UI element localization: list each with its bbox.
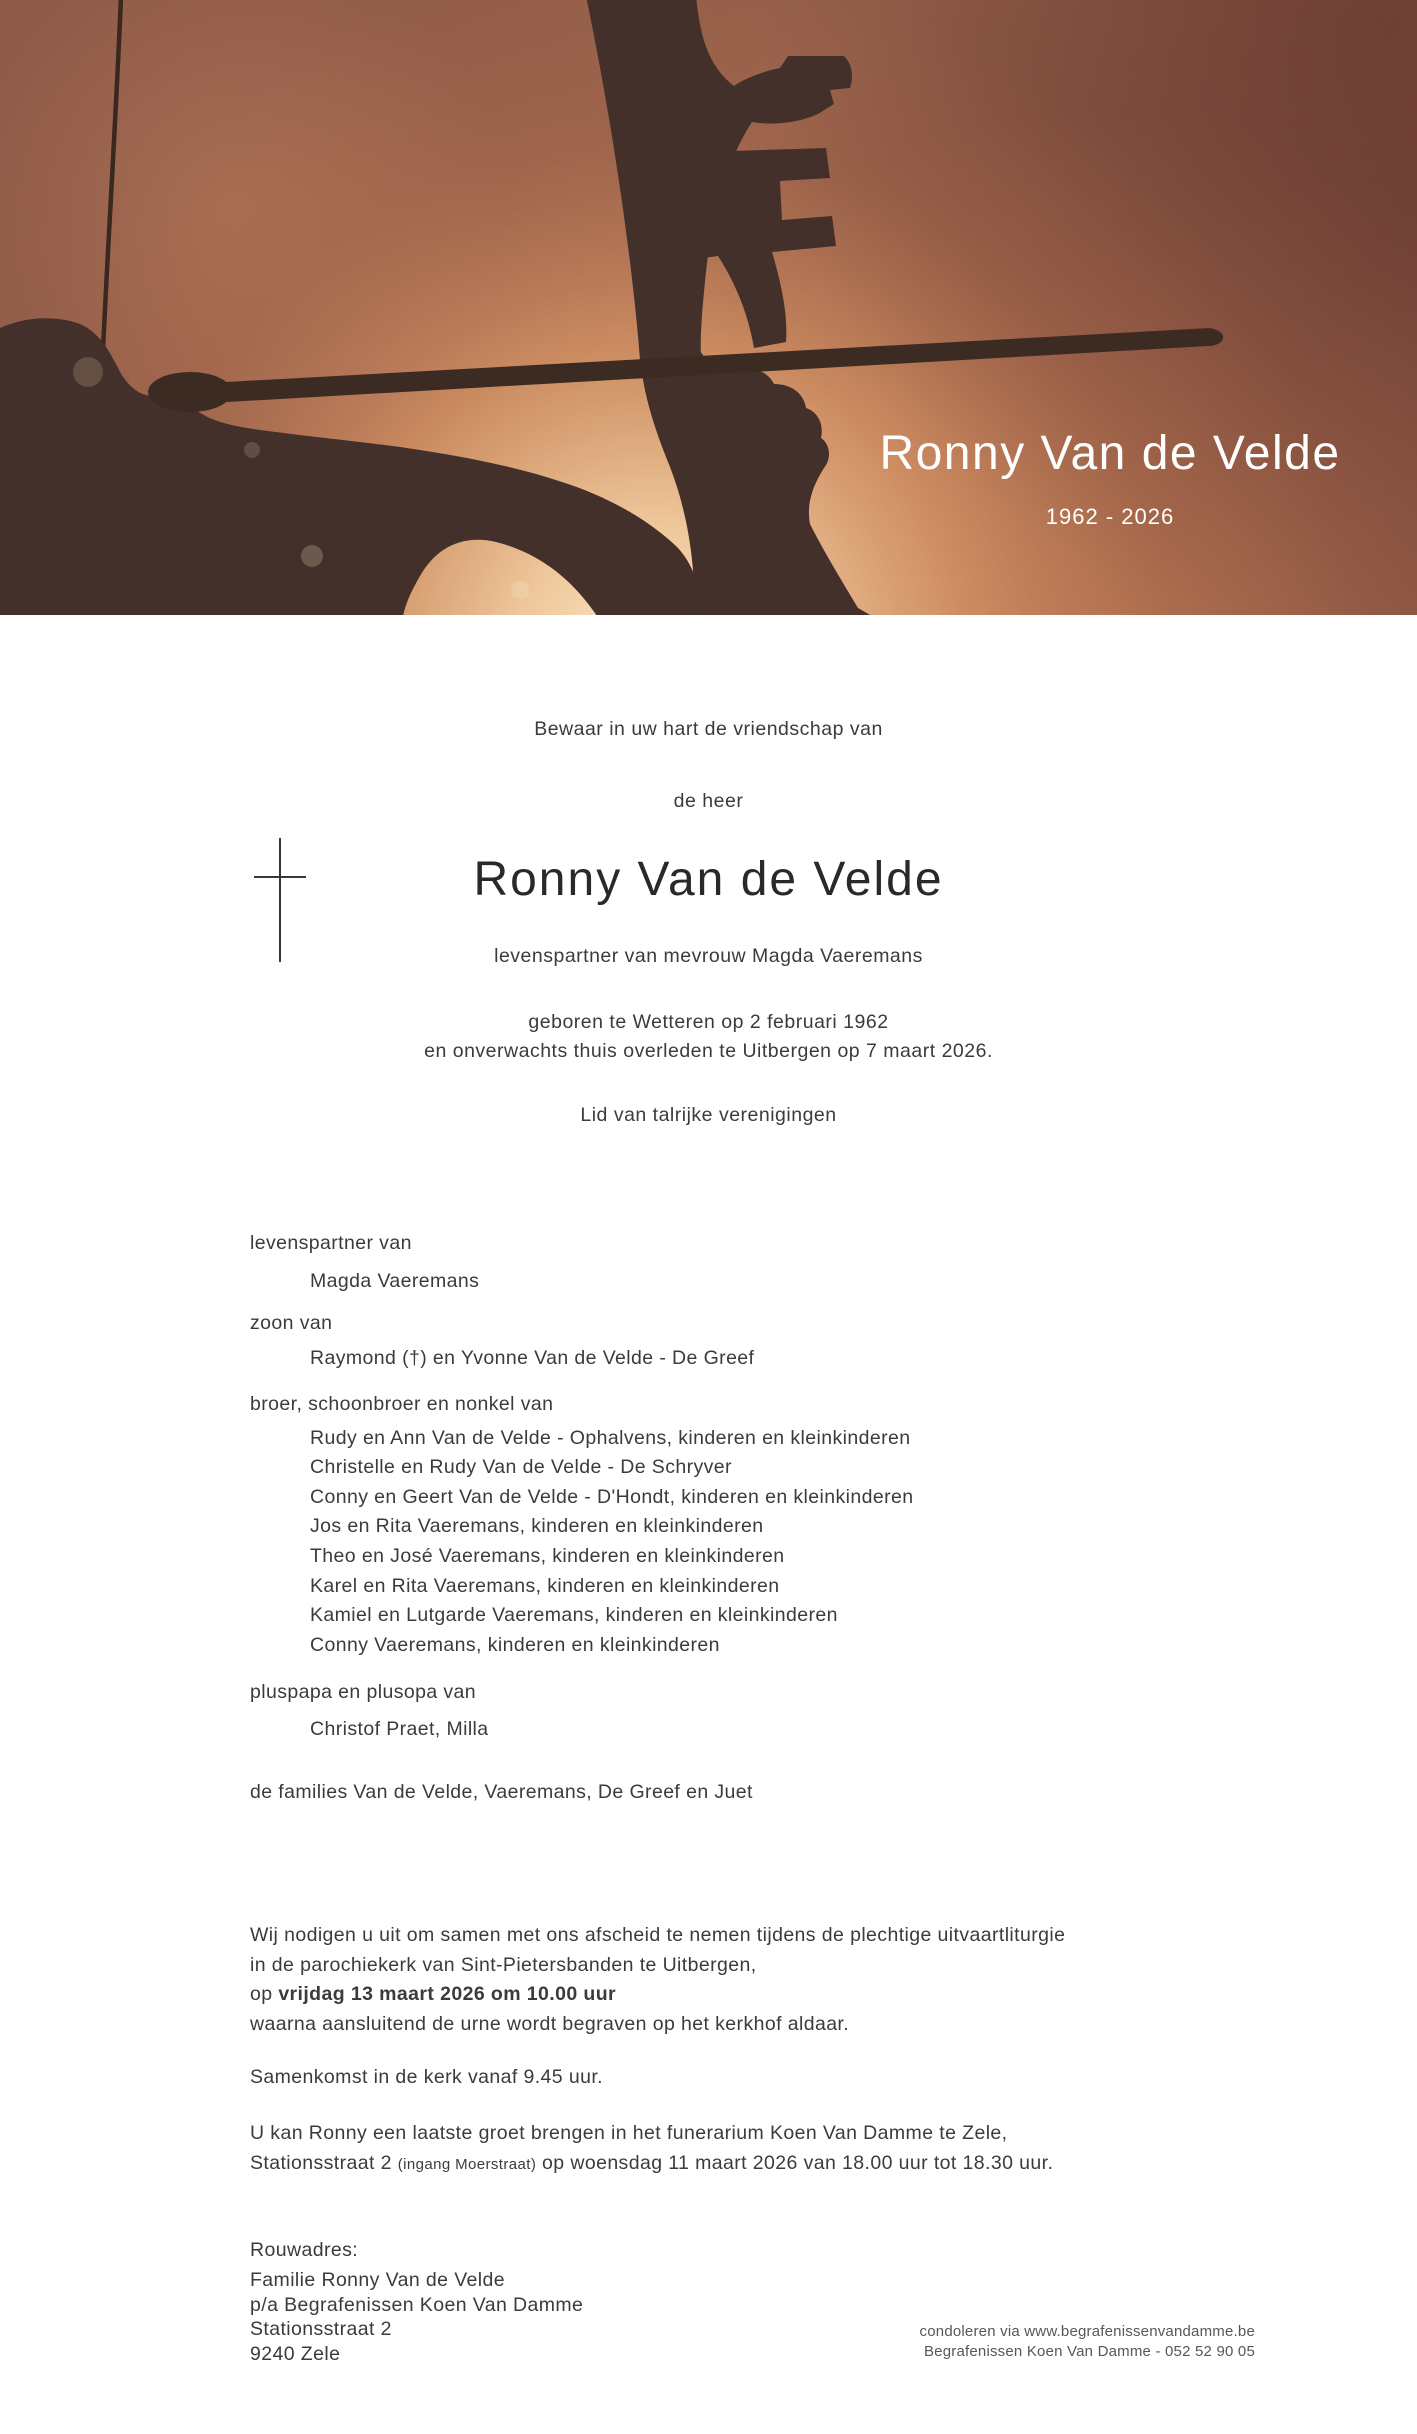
family-member: Christof Praet, Milla: [310, 1717, 489, 1740]
mourning-address-line: Familie Ronny Van de Velde: [250, 2269, 506, 2291]
invitation-date-bold: vrijdag 13 maart 2026 om 10.00 uur: [278, 1983, 616, 2006]
family-group-son: [250, 1309, 754, 1373]
invitation-date-prefix: op: [250, 1983, 279, 2006]
family-member: Raymond (†) en Yvonne Van de Velde - De Greef: [310, 1346, 755, 1369]
family-group-siblings: [250, 1390, 914, 1660]
birth-line: geboren te Wetteren op 2 februari 1962: [528, 1011, 889, 1033]
family-member: Kamiel en Lutgarde Vaeremans, kinderen en kleinkinderen: [310, 1604, 838, 1627]
family-member: Jos en Rita Vaeremans, kinderen en kleinkinderen: [310, 1515, 764, 1538]
farewell-paragraph: [250, 2119, 1053, 2179]
family-member: Magda Vaeremans: [310, 1269, 480, 1292]
mourning-address-block: [250, 2268, 583, 2366]
farewell-datetime: op woensdag 11 maart 2026 van 18.00 uur tot 18.30 uur.: [536, 2151, 1054, 2174]
invitation-paragraph: [250, 1921, 1065, 2039]
family-member: Karel en Rita Vaeremans, kinderen en kleinkinderen: [310, 1574, 780, 1597]
family-member: Theo en José Vaeremans, kinderen en kleinkinderen: [310, 1544, 785, 1567]
hero-text-block: [790, 427, 1417, 529]
partner-line: levenspartner van mevrouw Magda Vaeremans: [494, 945, 923, 967]
memberships-line: Lid van talrijke verenigingen: [580, 1104, 837, 1126]
invitation-line: waarna aansluitend de urne wordt begraven op het kerkhof aldaar.: [250, 2012, 850, 2035]
family-group-label: pluspapa en plusopa van: [250, 1681, 477, 1703]
family-member: Conny en Geert Van de Velde - D'Hondt, kinderen en kleinkinderen: [310, 1485, 914, 1508]
archer-photo: [0, 0, 1417, 615]
family-member: Rudy en Ann Van de Velde - Ophalvens, kinderen en kleinkinderen: [310, 1426, 911, 1449]
families-line: de families Van de Velde, Vaeremans, De Greef en Juet: [250, 1781, 753, 1803]
farewell-street: Stationsstraat 2: [250, 2151, 398, 2174]
mourning-address-line: Stationsstraat 2: [250, 2318, 392, 2341]
family-group-label: zoon van: [250, 1312, 333, 1334]
mourning-address-line: 9240 Zele: [250, 2342, 341, 2365]
hero-name: Ronny Van de Velde: [879, 427, 1341, 480]
mourning-address-label: Rouwadres:: [250, 2239, 359, 2261]
farewell-entrance-note: (ingang Moerstraat): [397, 2155, 537, 2173]
condolence-website-line: condoleren via www.begrafenissenvandamme.be: [919, 2323, 1255, 2340]
death-line: en onverwachts thuis overleden te Uitbergen op 7 maart 2026.: [424, 1040, 993, 1062]
mourning-address-line: p/a Begrafenissen Koen Van Damme: [250, 2293, 584, 2316]
family-member: Christelle en Rudy Van de Velde - De Schryver: [310, 1456, 732, 1479]
funeral-home-footer: [855, 2322, 1255, 2362]
hero-years: 1962 - 2026: [1045, 504, 1175, 529]
invitation-date-line: [250, 1980, 1065, 2010]
family-group-stepfamily: [250, 1678, 489, 1744]
funeral-home-phone-line: Begrafenissen Koen Van Damme - 052 52 90 05: [923, 2343, 1255, 2360]
family-member: Conny Vaeremans, kinderen en kleinkinderen: [310, 1633, 720, 1656]
salutation: de heer: [673, 790, 744, 812]
farewell-line: U kan Ronny een laatste groet brengen in het funerarium Koen Van Damme te Zele,: [250, 2122, 1008, 2144]
deceased-name-title: Ronny Van de Velde: [473, 853, 944, 906]
invitation-line: Wij nodigen u uit om samen met ons afscheid te nemen tijdens de plechtige uitvaartliturgie: [250, 1924, 1066, 1946]
invitation-line: in de parochiekerk van Sint-Pietersbanden te Uitbergen,: [250, 1953, 757, 1976]
family-group-label: levenspartner van: [250, 1232, 412, 1254]
keepsake-line: Bewaar in uw hart de vriendschap van: [534, 718, 883, 740]
family-group-label: broer, schoonbroer en nonkel van: [250, 1393, 554, 1415]
family-group-partner: [250, 1229, 479, 1296]
farewell-line: [250, 2149, 1053, 2180]
gathering-line: Samenkomst in de kerk vanaf 9.45 uur.: [250, 2066, 603, 2088]
